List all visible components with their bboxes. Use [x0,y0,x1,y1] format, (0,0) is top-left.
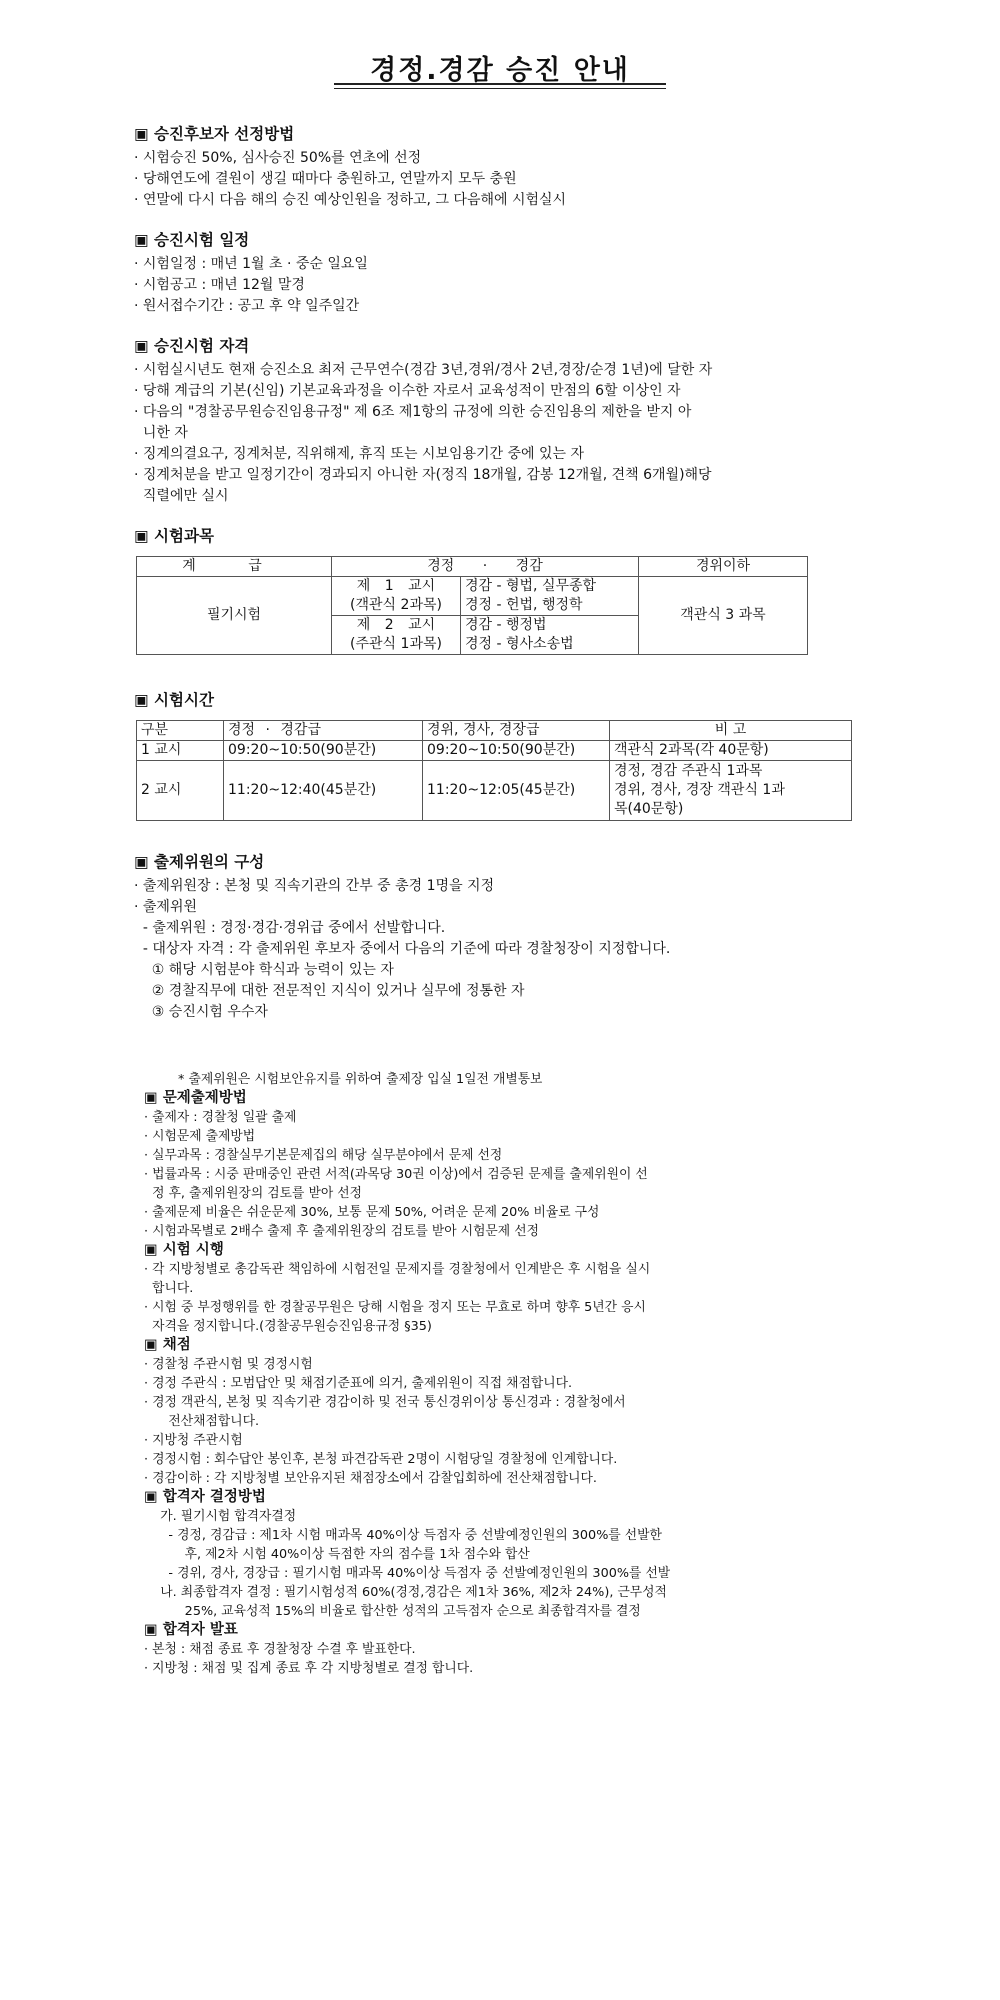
table-cell: 2 교시 [137,761,224,821]
table-cell: 11:20~12:40(45분간) [224,761,423,821]
table-row [137,761,852,821]
list-item: · 시험공고 : 매년 12월 말경 [134,277,305,293]
list-item: 전산채점합니다. [144,1414,260,1429]
list-item: · 출제자 : 경찰청 일괄 출제 [144,1110,297,1125]
list-item: · 경찰청 주관시험 및 경정시험 [144,1357,313,1372]
list-item: · 시험문제 출제방법 [144,1129,256,1144]
subjects-table [136,556,808,655]
table-cell: 09:20~10:50(90분간) [423,741,610,761]
table-cell: 09:20~10:50(90분간) [224,741,423,761]
list-item: 직렬에만 실시 [134,488,229,504]
exam-time-table [136,720,852,821]
list-item: · 시험실시년도 현재 승진소요 최저 근무연수(경감 3년,경위/경사 2년,경장/순경 1년)에 달한 자 [134,362,713,378]
table-header-cell: 계 급 [137,557,332,577]
note-text: * 출제위원은 시험보안유지를 위하여 출제장 입실 1일전 개별통보 [178,1072,543,1087]
list-item: · 지방청 : 채점 및 집계 종료 후 각 지방청별로 결정 합니다. [144,1661,474,1676]
table-cell: 필기시험 [137,577,332,655]
list-item: ② 경찰직무에 대한 전문적인 지식이 있거나 실무에 정통한 자 [134,983,525,999]
list-item: - 대상자 자격 : 각 출제위원 후보자 중에서 다음의 기준에 따라 경찰청장이 지정합니다. [134,941,671,957]
section-heading: ▣ 시험 시행 [144,1242,224,1258]
list-item: · 본청 : 채점 종료 후 경찰청장 수결 후 발표한다. [144,1642,416,1657]
remark-line: 목(40문항) [614,801,684,817]
list-item: · 경정시험 : 회수답안 봉인후, 본청 파견감독관 2명이 시험당일 경찰청에 인계합니다. [144,1452,618,1467]
table-cell [610,761,852,821]
section-promotion-candidates [134,122,566,211]
list-item: - 경위, 경사, 경장급 : 필기시험 매과목 40%이상 득점자 중 선발예정인원의 300%를 선발 [144,1566,671,1581]
list-item: 후, 제2차 시험 40%이상 득점한 자의 점수를 1차 점수와 합산 [144,1547,530,1562]
list-item: · 시험 중 부정행위를 한 경찰공무원은 당해 시험을 정지 또는 무효로 하며 향후 5년간 응시 [144,1300,646,1315]
table-header-cell: 비 고 [610,721,852,741]
section-exam-time [134,688,214,714]
period-label: 제 1 교시 [356,578,436,594]
subject-line: 경감 - 행정법 [465,617,547,633]
section-heading: ▣ 문제출제방법 [144,1090,247,1106]
subject-line: 경정 - 형사소송법 [465,636,574,652]
section-heading: ▣ 합격자 결정방법 [144,1489,266,1505]
list-item: 정 후, 출제위원장의 검토를 받아 선정 [144,1186,362,1201]
table-header-cell: 구분 [137,721,224,741]
section-question-method [144,1089,670,1678]
section-exam-subjects [134,524,214,550]
list-item: · 징계처분을 받고 일정기간이 경과되지 아니한 자(정직 18개월, 감봉 12개월, 견책 6개월)해당 [134,467,712,483]
list-item: - 출제위원 : 경정·경감·경위급 중에서 선발합니다. [134,920,446,936]
list-item: · 법률과목 : 시중 판매중인 관련 서적(과목당 30권 이상)에서 검증된 문제를 출제위원이 선 [144,1167,648,1182]
section-heading: ▣ 승진후보자 선정방법 [134,125,295,143]
table-cell: 1 교시 [137,741,224,761]
list-item: · 시험일정 : 매년 1월 초 · 중순 일요일 [134,256,368,272]
remark-line: 경정, 경감 주관식 1과목 [614,763,763,779]
table-row [137,577,808,616]
section-heading: ▣ 시험시간 [134,691,214,709]
list-item: · 원서접수기간 : 공고 후 약 일주일간 [134,298,360,314]
section-exam-schedule [134,228,368,317]
list-item: · 시험승진 50%, 심사승진 50%를 연초에 선정 [134,150,422,166]
section-committee [134,850,670,1023]
section-heading: ▣ 승진시험 일정 [134,231,250,249]
list-item: · 경정 주관식 : 모범답안 및 채점기준표에 의거, 출제위원이 직접 채점합니다. [144,1376,573,1391]
table-header-cell: 경정 · 경감급 [224,721,423,741]
list-item: · 경정 객관식, 본청 및 직속기관 경감이하 및 전국 통신경위이상 통신경과 : 경찰청에서 [144,1395,626,1410]
table-cell: 객관식 2과목(각 40문항) [610,741,852,761]
section-heading: ▣ 출제위원의 구성 [134,853,265,871]
period-label: 제 2 교시 [356,617,436,633]
table-header-cell: 경정 · 경감 [332,557,639,577]
list-item: - 경정, 경감급 : 제1차 시험 매과목 40%이상 득점자 중 선발예정인원의 300%를 선발한 [144,1528,662,1543]
section-heading: ▣ 합격자 발표 [144,1622,238,1638]
list-item: · 각 지방청별로 총감독관 책임하에 시험전일 문제지를 경찰청에서 인계받은 후 시험을 실시 [144,1262,651,1277]
subject-line: 경감 - 형법, 실무종합 [465,578,597,594]
list-item: 25%, 교육성적 15%의 비율로 합산한 성적의 고득점자 순으로 최종합격자를 결정 [144,1604,641,1619]
list-item: · 다음의 "경찰공무원승진임용규정" 제 6조 제1항의 규정에 의한 승진임용의 제한을 받지 아 [134,404,692,420]
table-row [137,721,852,741]
subject-line: 경정 - 헌법, 행정학 [465,597,583,613]
list-item: · 연말에 다시 다음 해의 승진 예상인원을 정하고, 그 다음해에 시험실시 [134,192,567,208]
list-item: 자격을 정지합니다.(경찰공무원승진임용규정 §35) [144,1319,432,1334]
table-row [137,741,852,761]
table-cell [332,577,461,616]
section-exam-eligibility [134,334,712,507]
list-item: · 지방청 주관시험 [144,1433,243,1448]
table-cell: 객관식 3 과목 [639,577,808,655]
list-item: 나. 최종합격자 결정 : 필기시험성적 60%(경정,경감은 제1차 36%, 제2차 24%), 근무성적 [144,1585,667,1600]
list-item: 합니다. [144,1281,194,1296]
list-item: · 출제위원장 : 본청 및 직속기관의 간부 중 총경 1명을 지정 [134,878,495,894]
list-item: · 출제문제 비율은 쉬운문제 30%, 보통 문제 50%, 어려운 문제 20% 비율로 구성 [144,1205,600,1220]
title-underline [334,83,666,89]
table-cell: 11:20~12:05(45분간) [423,761,610,821]
page-title: 경정.경감 승진 안내 [370,55,630,86]
list-item: · 당해 계급의 기본(신임) 기본교육과정을 이수한 자로서 교육성적이 만점의 6할 이상인 자 [134,383,681,399]
section-heading: ▣ 승진시험 자격 [134,337,250,355]
table-cell [332,616,461,655]
remark-line: 경위, 경사, 경장 객관식 1과 [614,782,785,798]
list-item: ③ 승진시험 우수자 [134,1004,268,1020]
table-cell [461,616,639,655]
period-type: (주관식 1과목) [350,636,442,652]
table-cell [461,577,639,616]
period-type: (객관식 2과목) [350,597,442,613]
list-item: · 실무과목 : 경찰실무기본문제집의 해당 실무분야에서 문제 선정 [144,1148,503,1163]
list-item: · 징계의결요구, 징계처분, 직위해제, 휴직 또는 시보임용기간 중에 있는 자 [134,446,585,462]
table-header-cell: 경위이하 [639,557,808,577]
list-item: 가. 필기시험 합격자결정 [144,1509,297,1524]
table-header-cell: 경위, 경사, 경장급 [423,721,610,741]
section-heading: ▣ 채점 [144,1337,191,1353]
list-item: · 경감이하 : 각 지방청별 보안유지된 채점장소에서 감찰입회하에 전산채점합니다. [144,1471,597,1486]
list-item: ① 해당 시험분야 학식과 능력이 있는 자 [134,962,394,978]
section-heading: ▣ 시험과목 [134,527,214,545]
table-row [137,557,808,577]
list-item: · 시험과목별로 2배수 출제 후 출제위원장의 검토를 받아 시험문제 선정 [144,1224,539,1239]
list-item: 니한 자 [134,425,188,441]
list-item: · 당해연도에 결원이 생길 때마다 충원하고, 연말까지 모두 충원 [134,171,517,187]
list-item: · 출제위원 [134,899,197,915]
